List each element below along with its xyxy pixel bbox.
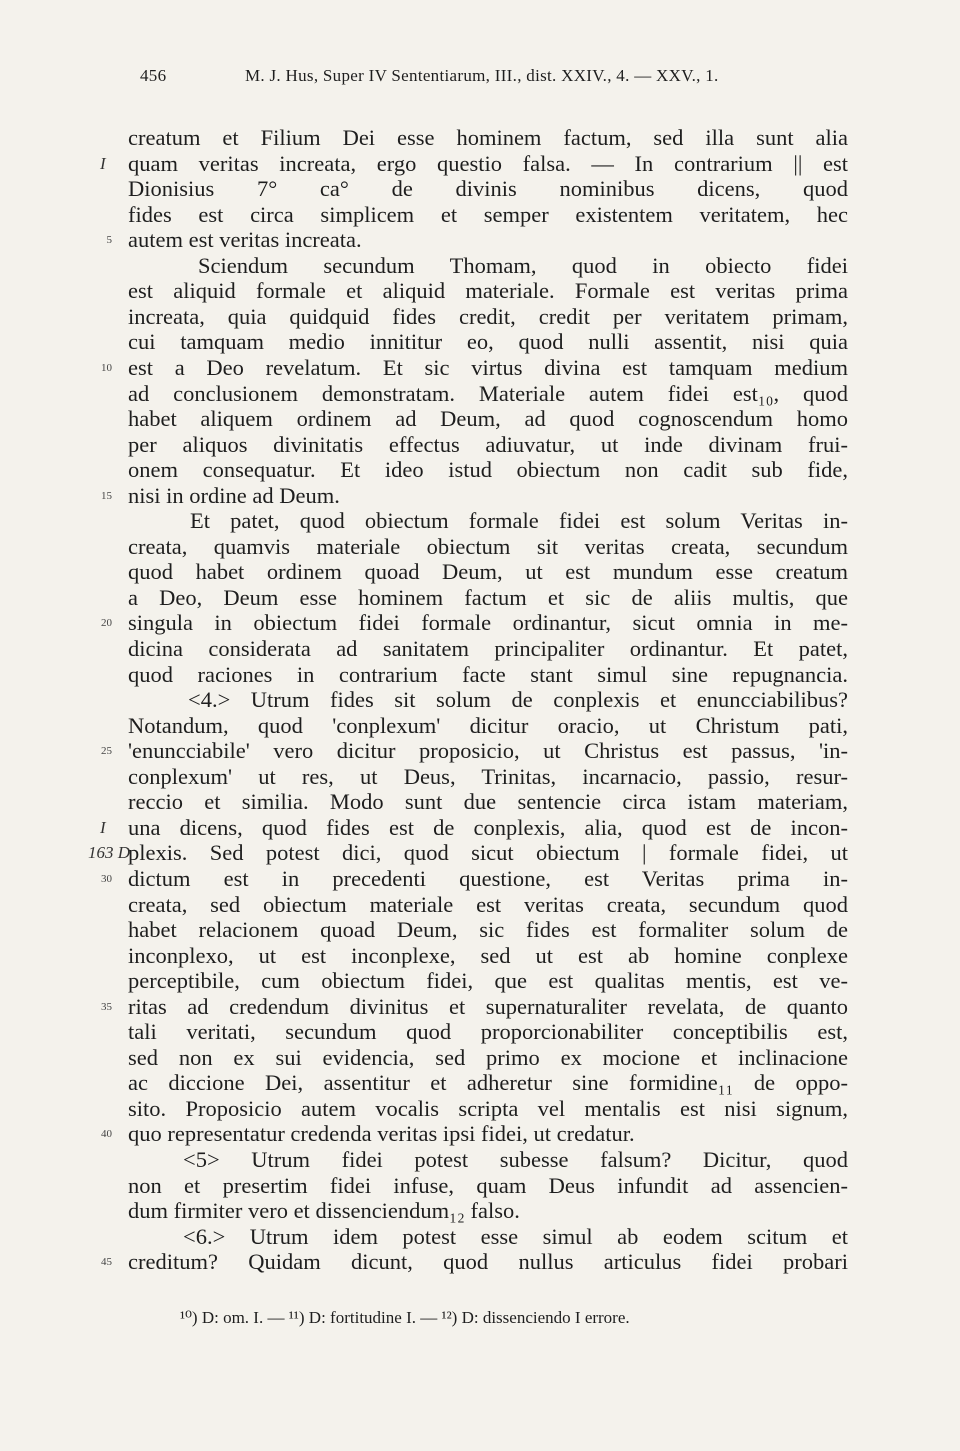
line-text: dum firmiter vero et dissenciendum₁₂ falso.: [128, 1198, 520, 1224]
line-number: 5: [106, 234, 112, 247]
line-text: <6.> Utrum idem potest esse simul ab eodem scitum et: [183, 1223, 848, 1249]
margin-note: I: [100, 153, 106, 173]
line-text: creditum? Quidam dicunt, quod nullus articulus fidei probari: [128, 1249, 848, 1275]
text-line: [0, 1197, 960, 1225]
line-text: Notandum, quod 'conplexum' dicitur oracio, ut Christum pati,: [128, 712, 848, 738]
running-header: [140, 66, 780, 90]
line-text: a Deo, Deum esse hominem factum et sic de aliis multis, que: [128, 584, 848, 610]
line-text: creatum et Filium Dei esse hominem factum, sed illa sunt alia: [128, 125, 848, 150]
line-text: habet aliquem ordinem ad Deum, ad quod cognoscendum homo: [128, 406, 848, 432]
line-text: non et presertim fidei infuse, quam Deus infundit ad assencien-: [128, 1172, 848, 1198]
text-line: [0, 891, 960, 919]
footnotes: ¹⁰) D: om. I. — ¹¹) D: fortitudine I. — ¹²) D: dissenciendo I errore.: [180, 1308, 630, 1327]
text-line: [0, 533, 960, 561]
line-text: perceptibile, cum obiectum fidei, que est qualitas mentis, est ve-: [128, 968, 848, 994]
line-text: una dicens, quod fides est de conplexis, alia, quod est de incon-: [128, 814, 848, 840]
text-line: [0, 277, 960, 305]
text-line: [0, 967, 960, 995]
text-line: [0, 916, 960, 944]
line-text: plexis. Sed potest dici, quod sicut obiectum | formale fidei, ut: [128, 840, 848, 866]
text-line: [0, 380, 960, 408]
margin-note: I: [100, 817, 106, 837]
line-number: 15: [101, 489, 112, 502]
line-text: Et patet, quod obiectum formale fidei est solum Veritas in-: [190, 508, 848, 534]
text-line: [0, 661, 960, 689]
line-text: habet relacionem quoad Deum, sic fides est formaliter solum de: [128, 917, 848, 943]
text-line: [0, 1172, 960, 1200]
text-line: [0, 405, 960, 433]
text-line: [0, 635, 960, 663]
text-line: [0, 584, 960, 612]
text-line: [0, 814, 960, 842]
line-text: est a Deo revelatum. Et sic virtus divina est tamquam medium: [128, 354, 848, 380]
line-text: dicina considerata ad sanitatem principaliter ordinantur. Et patet,: [128, 636, 848, 661]
text-line: [0, 865, 960, 893]
line-number: 40: [101, 1128, 112, 1141]
text-line: [0, 175, 960, 203]
line-text: quo representatur credenda veritas ipsi fidei, ut credatur.: [128, 1121, 635, 1147]
line-text: <5> Utrum fidei potest subesse falsum? Dicitur, quod: [183, 1147, 848, 1172]
text-line: [0, 507, 960, 535]
line-text: nisi in ordine ad Deum.: [128, 482, 340, 508]
line-text: creata, quamvis materiale obiectum sit veritas creata, secundum: [128, 533, 848, 559]
line-text: quod habet ordinem quoad Deum, ut est mundum esse creatum: [128, 559, 848, 585]
line-text: quam veritas increata, ergo questio falsa. — In contrarium || est: [128, 150, 848, 176]
text-line: [0, 1044, 960, 1072]
line-text: increata, quia quidquid fides credit, credit per veritatem primam,: [128, 303, 848, 329]
line-number: 20: [101, 617, 112, 630]
line-text: autem est veritas increata.: [128, 227, 362, 253]
text-line: [0, 303, 960, 331]
text-line: [0, 1069, 960, 1097]
text-line: [0, 150, 960, 178]
page-number: 456: [140, 66, 167, 85]
text-line: [0, 558, 960, 586]
text-line: [0, 124, 960, 152]
text-line: [0, 609, 960, 637]
line-text: sed non ex sui evidencia, sed primo ex mocione et inclinacione: [128, 1044, 848, 1070]
line-text: ritas ad credendum divinitus et supernaturaliter revelata, de quanto: [128, 993, 848, 1019]
line-text: conplexum' ut res, ut Deus, Trinitas, incarnacio, passio, resur-: [128, 763, 848, 789]
text-line: [0, 456, 960, 484]
running-title: M. J. Hus, Super IV Sententiarum, III., dist. XXIV., 4. — XXV., 1.: [245, 66, 719, 85]
text-line: [0, 252, 960, 280]
line-number: 10: [101, 361, 112, 374]
line-text: inconplexo, ut est inconplexe, sed ut est ab homine conplexe: [128, 942, 848, 968]
line-text: ac diccione Dei, assentitur et adheretur sine formidine₁₁ de oppo-: [128, 1070, 848, 1096]
line-text: 'enuncciabile' vero dicitur proposicio, ut Christus est passus, 'in-: [128, 738, 848, 764]
line-text: cui tamquam medio innititur eo, quod nulli assentit, nisi quia: [128, 329, 848, 355]
line-text: per aliquos divinitatis effectus adiuvatur, ut inde divinam frui-: [128, 431, 848, 457]
line-number: 35: [101, 1000, 112, 1013]
text-line: [0, 201, 960, 229]
text-line: [0, 839, 960, 867]
line-number: 25: [101, 745, 112, 758]
text-line: [0, 1248, 960, 1276]
line-text: Sciendum secundum Thomam, quod in obiecto fidei: [198, 252, 848, 278]
line-text: ad conclusionem demonstratam. Materiale autem fidei est₁₀, quod: [128, 380, 848, 406]
line-text: quod raciones in contrarium facte stant simul sine repugnancia.: [128, 661, 848, 687]
line-text: <4.> Utrum fides sit solum de conplexis et enuncciabilibus?: [188, 687, 848, 713]
line-number: 45: [101, 1256, 112, 1269]
text-line: [0, 1146, 960, 1174]
line-number: 30: [101, 872, 112, 885]
line-text: reccio et similia. Modo sunt due sentencie circa istam materiam,: [128, 789, 848, 815]
text-line: [0, 431, 960, 459]
line-text: tali veritati, secundum quod proporcionabiliter conceptibilis est,: [128, 1019, 848, 1045]
text-line: [0, 1120, 960, 1148]
text-line: [0, 1223, 960, 1251]
text-line: [0, 993, 960, 1021]
text-line: [0, 763, 960, 791]
text-line: [0, 226, 960, 254]
text-line: [0, 737, 960, 765]
text-line: [0, 686, 960, 714]
line-text: fides est circa simplicem et semper existentem veritatem, hec: [128, 201, 848, 227]
line-text: singula in obiectum fidei formale ordinantur, sicut omnia in me-: [128, 610, 848, 636]
text-line: [0, 1095, 960, 1123]
margin-note: 163 D: [88, 843, 131, 863]
text-line: [0, 942, 960, 970]
text-line: [0, 1018, 960, 1046]
line-text: est aliquid formale et aliquid materiale. Formale est veritas prima: [128, 278, 848, 304]
line-text: Dionisius 7° ca° de divinis nominibus dicens, quod: [128, 176, 848, 202]
text-line: [0, 712, 960, 740]
text-line: [0, 354, 960, 382]
line-text: dictum est in precedenti questione, est Veritas prima in-: [128, 865, 848, 891]
text-line: [0, 482, 960, 510]
line-text: sito. Proposicio autem vocalis scripta vel mentalis est nisi signum,: [128, 1095, 848, 1121]
text-line: [0, 328, 960, 356]
line-text: creata, sed obiectum materiale est veritas creata, secundum quod: [128, 891, 848, 917]
text-line: [0, 788, 960, 816]
line-text: onem consequatur. Et ideo istud obiectum non cadit sub fide,: [128, 457, 848, 483]
